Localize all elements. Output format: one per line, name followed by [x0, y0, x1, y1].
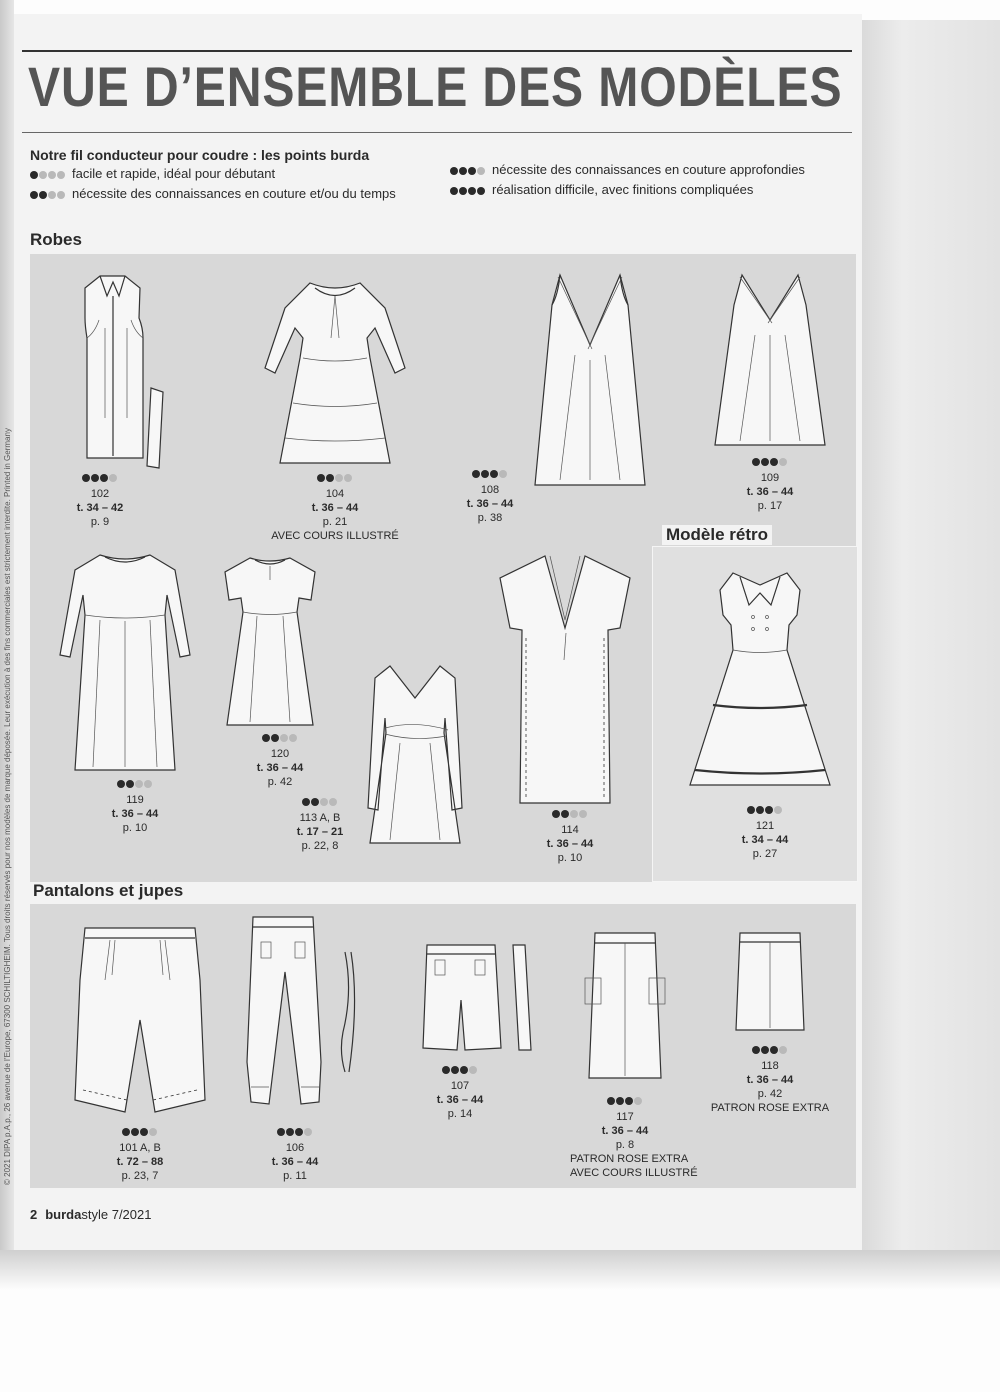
difficulty-dot: [561, 810, 569, 818]
difficulty-dot: [304, 1128, 312, 1136]
difficulty-dot: [149, 1128, 157, 1136]
title-underline: [22, 132, 852, 133]
difficulty-dot: [82, 474, 90, 482]
difficulty-dot: [109, 474, 117, 482]
model-info-108: 108 t. 36 – 44 p. 38: [460, 468, 520, 525]
model-info-113: 113 A, B t. 17 – 21 p. 22, 8: [280, 796, 360, 853]
illustration-pants-106: [235, 912, 365, 1122]
brand-suffix: style: [81, 1207, 109, 1222]
legend-item: facile et rapide, idéal pour débutant: [30, 166, 275, 182]
illustration-dress-119: [55, 545, 195, 775]
difficulty-dot: [756, 806, 764, 814]
illustration-culottes-101: [65, 920, 215, 1120]
difficulty-dot: [570, 810, 578, 818]
difficulty-dot: [770, 458, 778, 466]
difficulty-dot: [752, 1046, 760, 1054]
difficulty-dot: [472, 470, 480, 478]
difficulty-dot: [747, 806, 755, 814]
difficulty-dot: [490, 470, 498, 478]
brand-logo: burda: [45, 1207, 82, 1222]
page-title: VUE D’ENSEMBLE DES MODÈLES: [28, 55, 843, 118]
difficulty-dot: [607, 1097, 615, 1105]
difficulty-dot: [344, 474, 352, 482]
difficulty-dot: [140, 1128, 148, 1136]
difficulty-dot: [770, 1046, 778, 1054]
difficulty-dots: [450, 183, 486, 198]
difficulty-dot: [761, 458, 769, 466]
difficulty-dot: [277, 1128, 285, 1136]
difficulty-dots: [30, 167, 66, 182]
illustration-dress-121: [685, 565, 835, 795]
difficulty-dot: [295, 1128, 303, 1136]
difficulty-dot: [135, 780, 143, 788]
model-info-119: 119 t. 36 – 44 p. 10: [100, 778, 170, 835]
illustration-dress-109: [700, 265, 840, 455]
difficulty-dots: [30, 187, 66, 202]
difficulty-dot: [451, 1066, 459, 1074]
difficulty-dot: [262, 734, 270, 742]
difficulty-dot: [450, 187, 458, 195]
difficulty-dot: [459, 187, 467, 195]
illustration-skirt-118: [730, 928, 810, 1038]
difficulty-dot: [126, 780, 134, 788]
difficulty-dot: [317, 474, 325, 482]
difficulty-dot: [481, 470, 489, 478]
difficulty-dot: [779, 1046, 787, 1054]
difficulty-dot: [289, 734, 297, 742]
difficulty-dot: [91, 474, 99, 482]
difficulty-dot: [477, 167, 485, 175]
difficulty-dot: [469, 1066, 477, 1074]
model-info-117: 117 t. 36 – 44 p. 8 PATRON ROSE EXTRA AVEC COURS ILLUSTRÉ: [570, 1095, 680, 1180]
difficulty-dot: [39, 171, 47, 179]
title-rule: [22, 50, 852, 52]
difficulty-dot: [271, 734, 279, 742]
next-page-edge: [860, 20, 1000, 1256]
difficulty-dot: [752, 458, 760, 466]
model-info-101: 101 A, B t. 72 – 88 p. 23, 7: [105, 1126, 175, 1183]
difficulty-dot: [48, 191, 56, 199]
model-info-106: 106 t. 36 – 44 p. 11: [260, 1126, 330, 1183]
illustration-dress-113: [360, 658, 470, 858]
difficulty-dot: [468, 187, 476, 195]
illustration-dress-120: [215, 550, 325, 730]
difficulty-dot: [117, 780, 125, 788]
illustration-dress-104: [255, 268, 415, 468]
model-info-104: 104 t. 36 – 44 p. 21 AVEC COURS ILLUSTRÉ: [260, 472, 410, 543]
illustration-dress-114: [490, 548, 640, 808]
difficulty-dot: [468, 167, 476, 175]
difficulty-dot: [450, 167, 458, 175]
page-number: 2: [30, 1207, 38, 1222]
legend-item: nécessite des connaissances en couture approfondies: [450, 162, 805, 178]
model-info-109: 109 t. 36 – 44 p. 17: [730, 456, 810, 513]
model-info-120: 120 t. 36 – 44 p. 42: [245, 732, 315, 789]
model-info-107: 107 t. 36 – 44 p. 14: [420, 1064, 500, 1121]
difficulty-dot: [131, 1128, 139, 1136]
difficulty-dot: [552, 810, 560, 818]
difficulty-dot: [30, 191, 38, 199]
difficulty-dot: [320, 798, 328, 806]
difficulty-dot: [302, 798, 310, 806]
difficulty-dot: [477, 187, 485, 195]
difficulty-dot: [779, 458, 787, 466]
legend-item: réalisation difficile, avec finitions compliquées: [450, 182, 753, 198]
difficulty-dot: [765, 806, 773, 814]
section-heading-pantalons: Pantalons et jupes: [33, 881, 184, 900]
difficulty-dot: [579, 810, 587, 818]
illustration-shorts-107: [415, 940, 545, 1060]
difficulty-dot: [625, 1097, 633, 1105]
model-info-121: 121 t. 34 – 44 p. 27: [725, 804, 805, 861]
model-info-114: 114 t. 36 – 44 p. 10: [530, 808, 610, 865]
illustration-dress-108: [520, 265, 660, 495]
difficulty-dot: [280, 734, 288, 742]
difficulty-dot: [122, 1128, 130, 1136]
illustration-dress-102: [55, 268, 175, 468]
difficulty-dot: [57, 171, 65, 179]
legend-item: nécessite des connaissances en couture et/ou du temps: [30, 186, 396, 202]
difficulty-dot: [329, 798, 337, 806]
difficulty-dot: [774, 806, 782, 814]
difficulty-dot: [499, 470, 507, 478]
difficulty-dot: [48, 171, 56, 179]
difficulty-dot: [634, 1097, 642, 1105]
difficulty-dot: [311, 798, 319, 806]
difficulty-dot: [459, 167, 467, 175]
difficulty-dot: [30, 171, 38, 179]
model-info-102: 102 t. 34 – 42 p. 9: [70, 472, 130, 529]
difficulty-dot: [616, 1097, 624, 1105]
page-footer: [30, 1207, 151, 1222]
section-heading-retro: Modèle rétro: [662, 525, 772, 545]
difficulty-dot: [144, 780, 152, 788]
scan-shadow: [0, 1250, 1000, 1290]
copyright-notice: © 2021 DIPA p.A.p., 26 avenue de l’Europe, 67300 SCHILTIGHEIM. Tous droits réservés pour nos modèles de marque déposée. Leur exécution à des fins commerciales est strictement interdite. Printed in Germany: [3, 428, 12, 1185]
difficulty-dot: [326, 474, 334, 482]
model-info-118: 118 t. 36 – 44 p. 42 PATRON ROSE EXTRA: [700, 1044, 840, 1115]
difficulty-dot: [100, 474, 108, 482]
difficulty-dots: [450, 163, 486, 178]
difficulty-dot: [460, 1066, 468, 1074]
difficulty-dot: [335, 474, 343, 482]
section-heading-robes: Robes: [30, 230, 82, 249]
difficulty-dot: [442, 1066, 450, 1074]
legend-heading: Notre fil conducteur pour coudre : les points burda: [30, 147, 370, 163]
difficulty-dot: [286, 1128, 294, 1136]
illustration-skirt-117: [575, 928, 675, 1088]
difficulty-dot: [57, 191, 65, 199]
difficulty-dot: [761, 1046, 769, 1054]
issue-number: 7/2021: [111, 1207, 152, 1222]
difficulty-dot: [39, 191, 47, 199]
